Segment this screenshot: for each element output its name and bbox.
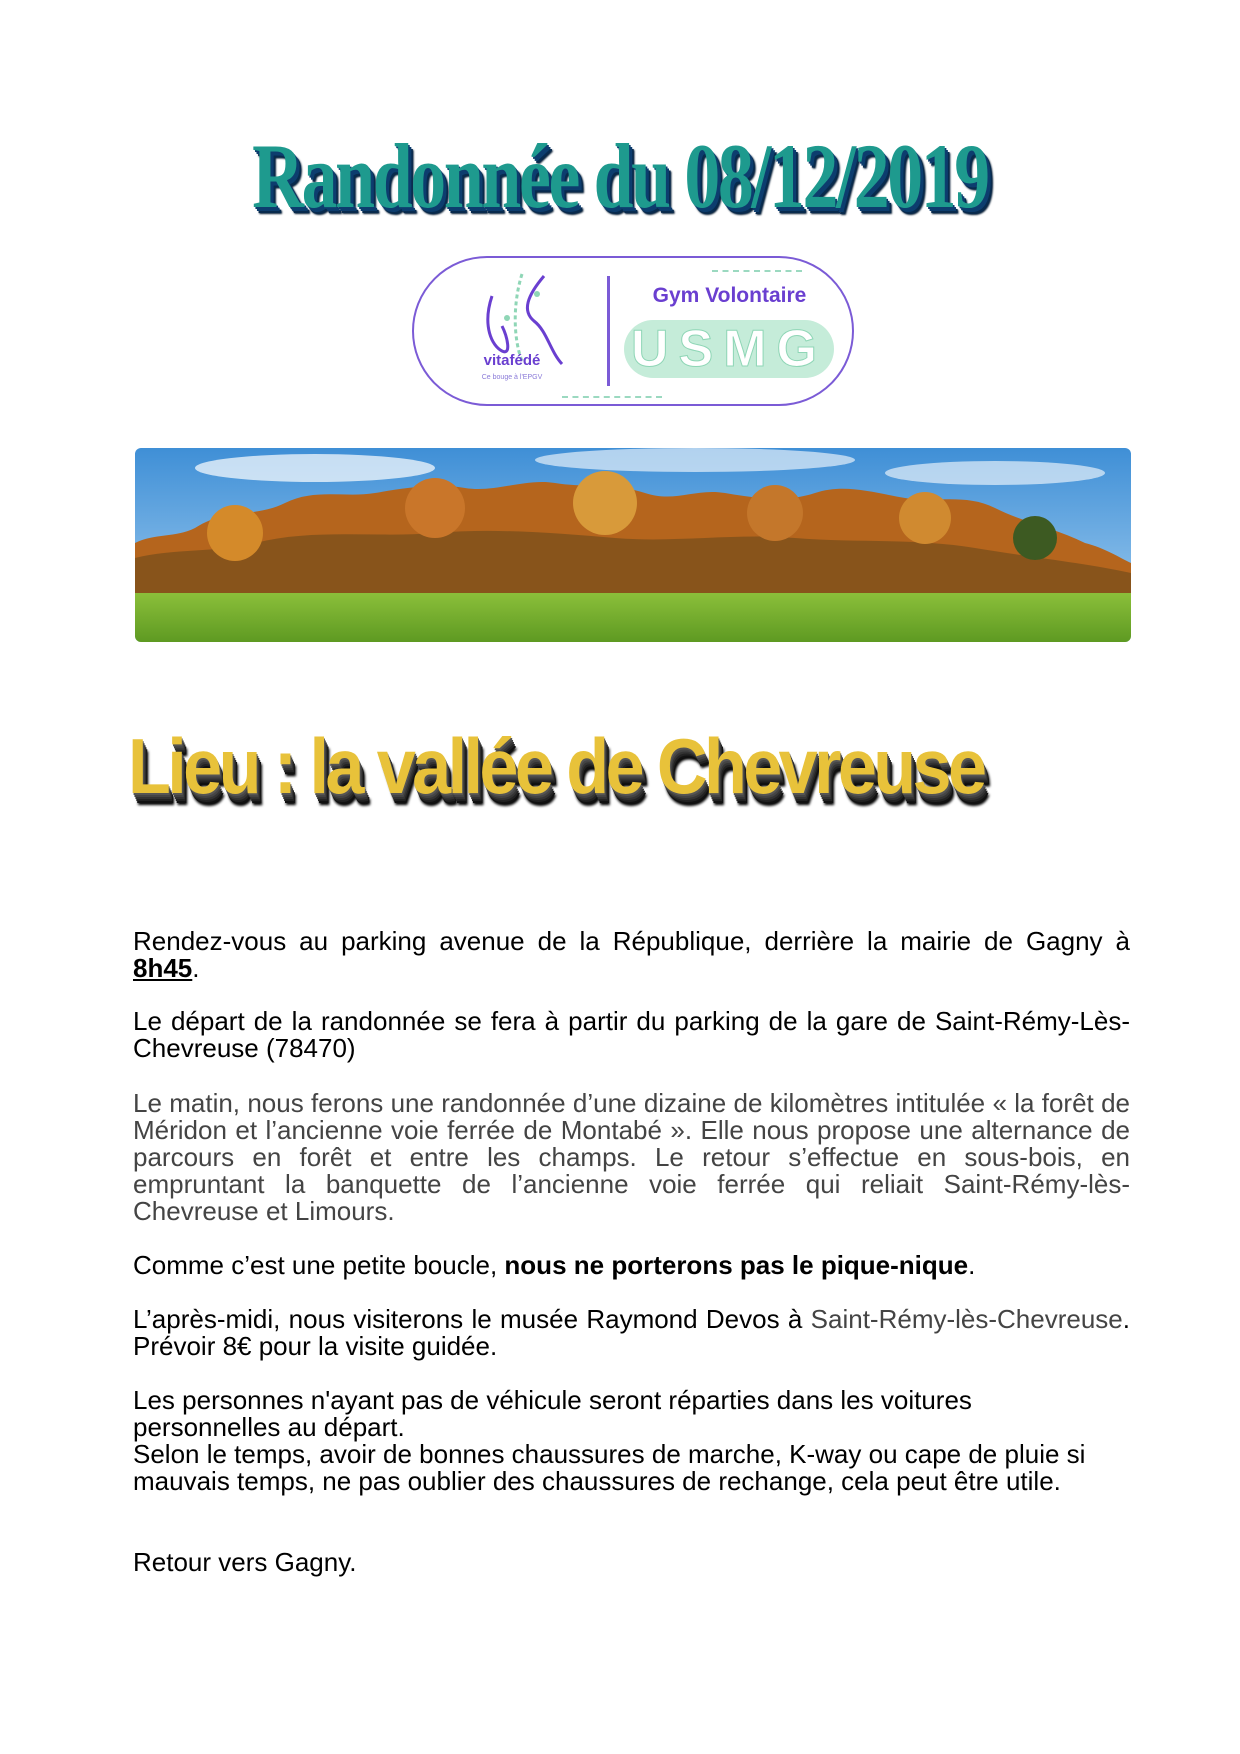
meeting-end: .	[192, 953, 200, 983]
vitafede-label: vitafédé	[483, 352, 541, 369]
afternoon-text: L’après-midi, nous visiterons le musée Raymond Devos à	[133, 1304, 811, 1334]
afternoon-end: . Prévoir 8€ pour la visite guidée.	[133, 1304, 1130, 1361]
vitafede-tagline: Ce bouge à l'EPGV	[481, 374, 543, 381]
logo-divider	[607, 276, 610, 386]
gym-volontaire-label: Gym Volontaire	[652, 284, 807, 307]
paragraph-carpool: Les personnes n'ayant pas de véhicule seront réparties dans les voitures personnelles au départ.	[133, 1385, 972, 1442]
meeting-text: Rendez-vous au parking avenue de la République, derrière la mairie de Gagny à	[133, 926, 1130, 956]
meeting-time: 8h45	[133, 953, 193, 983]
paragraph-return: Retour vers Gagny.	[133, 1547, 357, 1577]
afternoon-place: Saint-Rémy-lès-Chevreuse	[810, 1304, 1123, 1334]
paragraph-meeting	[133, 928, 1130, 982]
usmg-badge	[624, 320, 834, 378]
paragraph-equipment: Selon le temps, avoir de bonnes chaussures de marche, K-way ou cape de pluie si mauvais temps, ne pas oublier des chaussures de rechange, cela peut être utile.	[133, 1439, 1086, 1496]
club-logo	[412, 256, 854, 406]
location-heading: Lieu : la vallée de Chevreuse	[128, 722, 984, 810]
usmg-label: USMG	[631, 320, 827, 378]
autumn-forest-banner-image	[135, 448, 1131, 642]
logo-dashed-arrow	[712, 270, 802, 272]
paragraph-morning: Le matin, nous ferons une randonnée d’une dizaine de kilomètres intitulée « la forêt de Méridon et l’ancienne voie ferrée de Montabé ». Elle nous propose une alternance de parcours en forêt et entre les champs. Le retour s’effectue en sous-bois, en empruntant la banquette de l’ancienne voie ferrée qui reliait Saint-Rémy-lès-Chevreuse et Limours.	[133, 1088, 1130, 1226]
paragraph-loop	[133, 1252, 1130, 1279]
loop-text: Comme c’est une petite boucle,	[133, 1250, 505, 1280]
logo-dashed-arrow	[562, 396, 662, 398]
paragraph-afternoon	[133, 1306, 1130, 1360]
page-title: Randonnée du 08/12/2019	[252, 125, 988, 227]
loop-bold: nous ne porterons pas le pique-nique	[504, 1250, 969, 1280]
loop-end: .	[968, 1250, 976, 1280]
paragraph-departure: Le départ de la randonnée se fera à partir du parking de la gare de Saint-Rémy-Lès-Chevreuse (78470)	[133, 1006, 1130, 1063]
